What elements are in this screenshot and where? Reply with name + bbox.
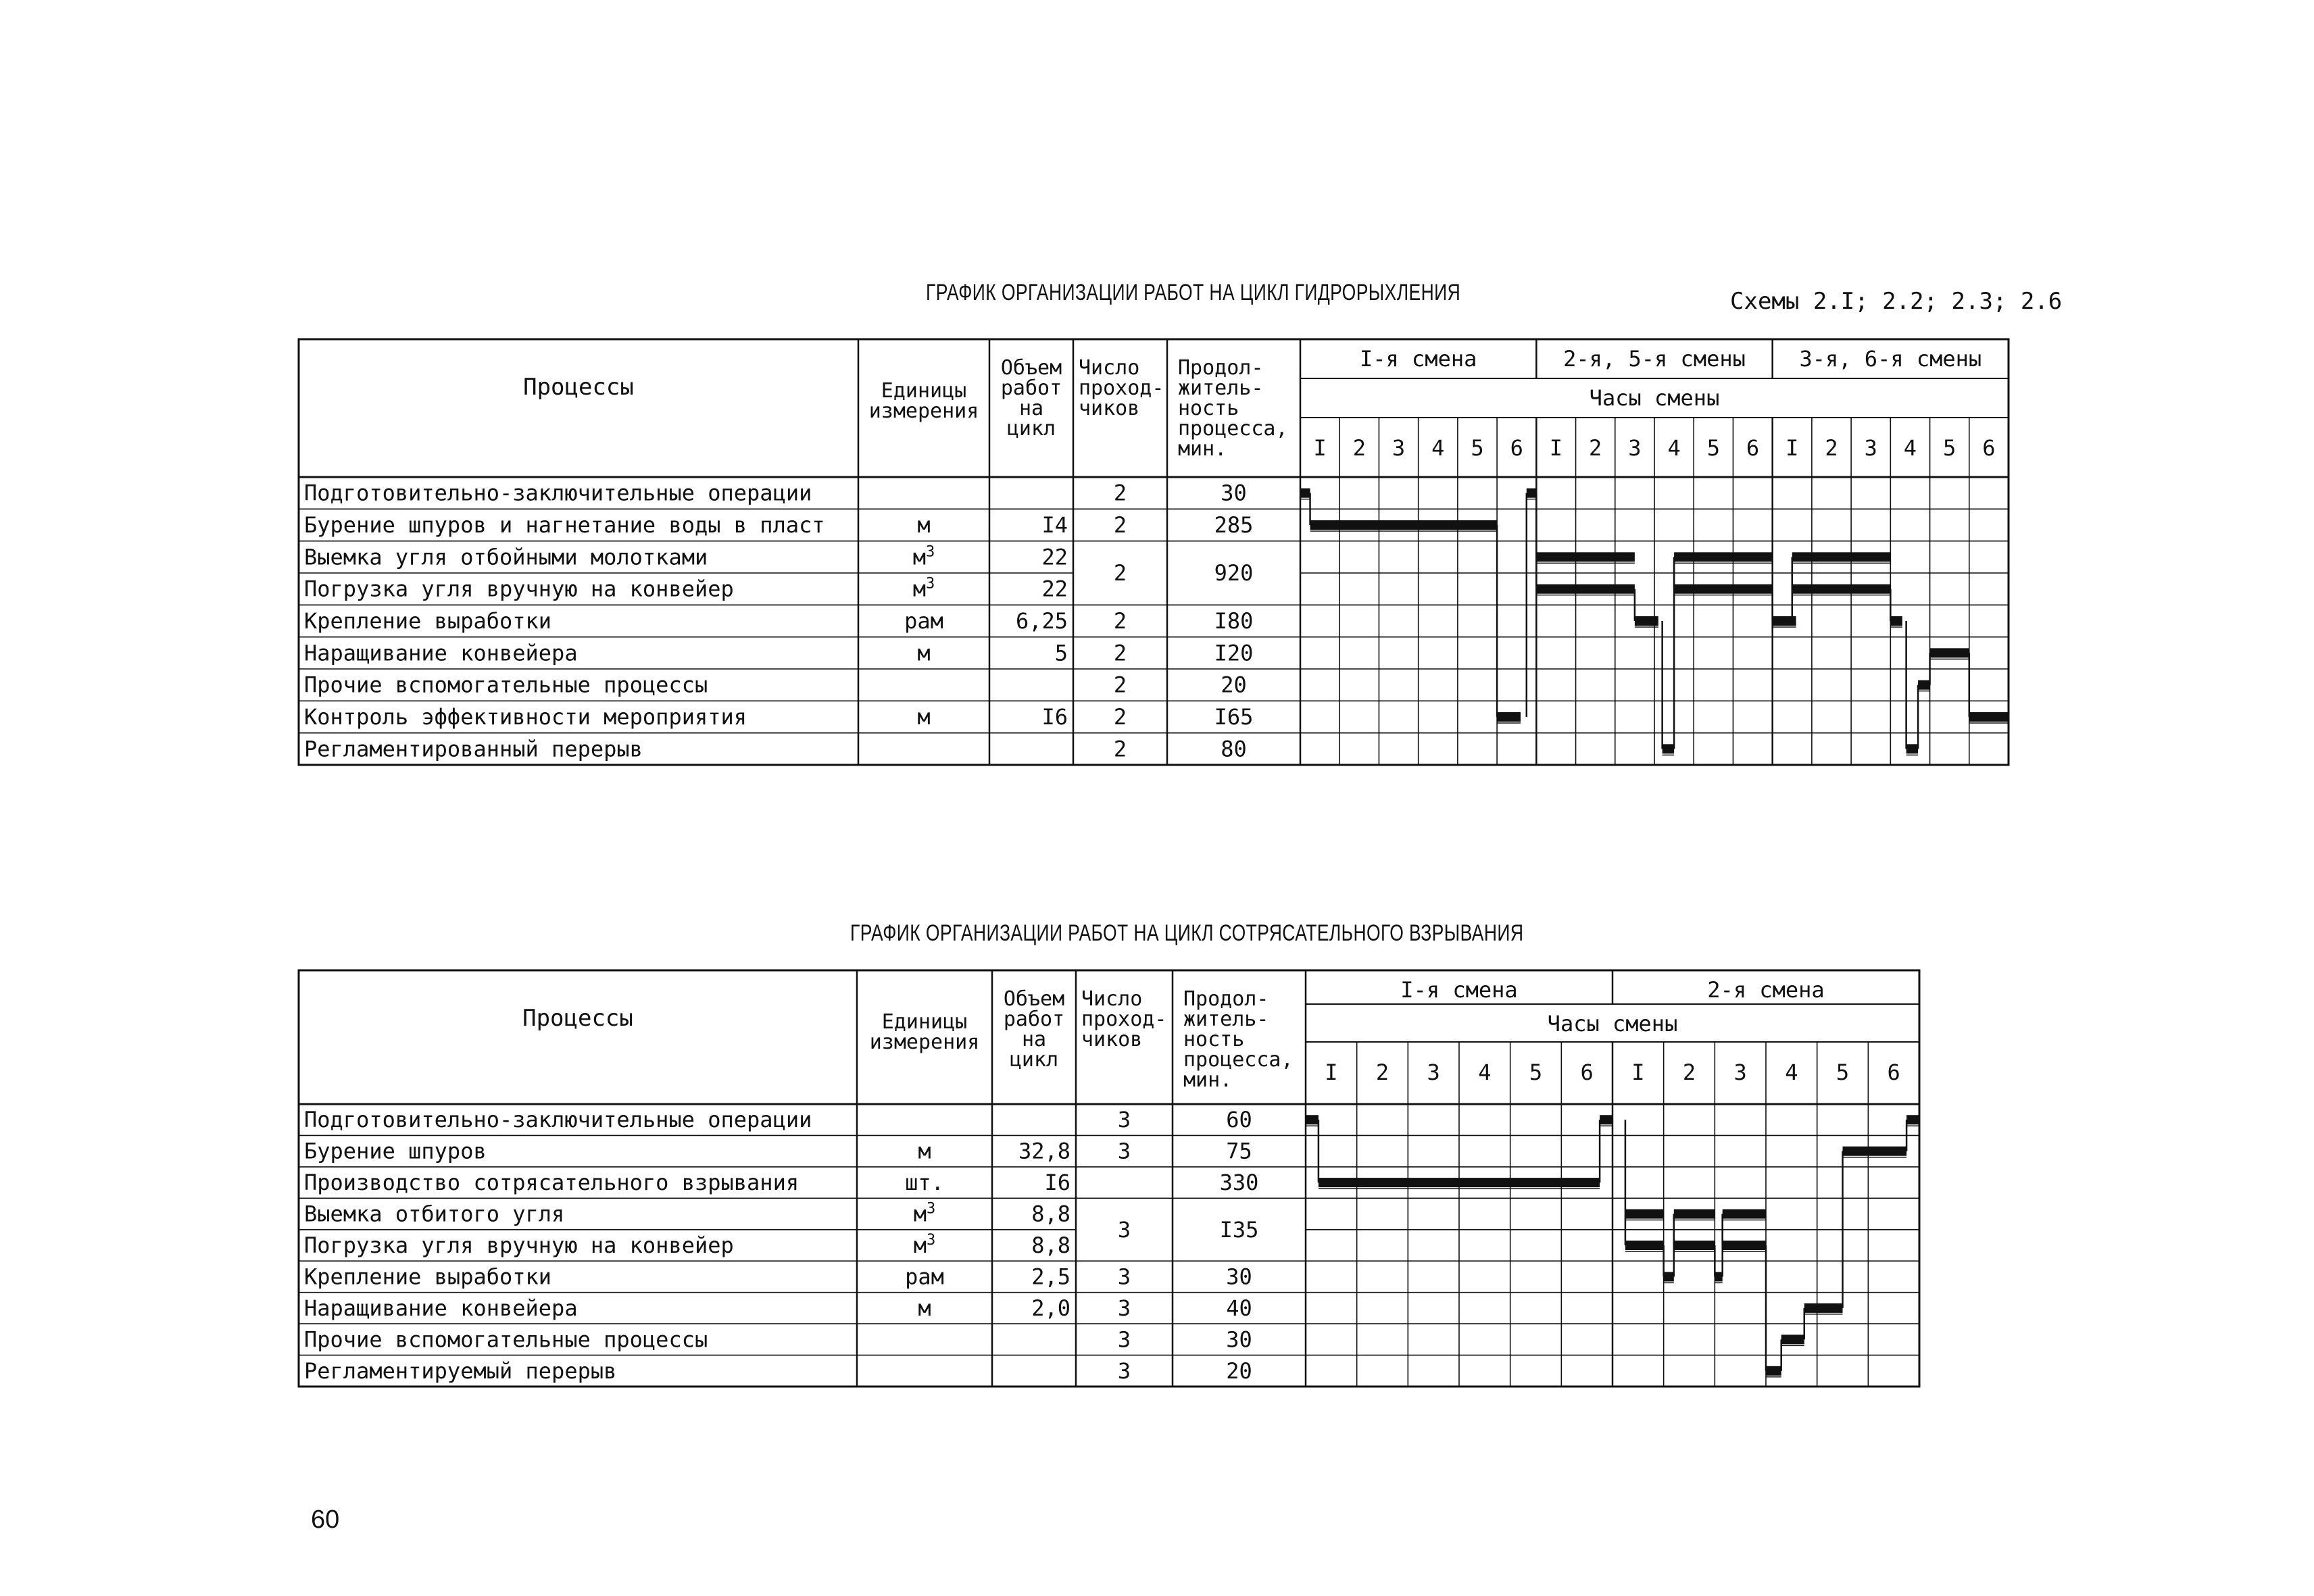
unit-value: м bbox=[917, 512, 931, 538]
hour-label: 4 bbox=[1903, 435, 1917, 461]
header-workers: проход- bbox=[1081, 1007, 1167, 1031]
hour-label: 4 bbox=[1431, 435, 1445, 461]
header-duration: житель- bbox=[1183, 1007, 1269, 1031]
volume-value: 32,8 bbox=[1018, 1138, 1070, 1164]
hour-label: 6 bbox=[1746, 435, 1760, 461]
duration-value: 40 bbox=[1226, 1295, 1252, 1321]
header-workers: чиков bbox=[1081, 1028, 1143, 1051]
header-duration: мин. bbox=[1178, 437, 1227, 461]
process-name: Крепление выработки bbox=[304, 1264, 552, 1290]
shift-label: I-я смена bbox=[1400, 977, 1518, 1003]
workers-value: 2 bbox=[1113, 672, 1127, 698]
unit-value: м bbox=[918, 1295, 931, 1321]
duration-value: 30 bbox=[1226, 1264, 1252, 1290]
volume-value: 22 bbox=[1041, 576, 1068, 602]
gantt-bar bbox=[1906, 1115, 1919, 1124]
merged-duration-value: 920 bbox=[1214, 560, 1254, 586]
gantt-bar bbox=[1804, 1303, 1843, 1313]
gantt-bar bbox=[1625, 1210, 1664, 1219]
process-name: Подготовительно-заключительные операции bbox=[304, 1107, 812, 1133]
table2-title: ГРАФИК ОРГАНИЗАЦИИ РАБОТ НА ЦИКЛ СОТРЯСАТЕЛЬНОГО ВЗРЫВАНИЯ bbox=[850, 920, 1524, 946]
header-process: Процессы bbox=[522, 1005, 633, 1032]
merged-workers-value: 2 bbox=[1113, 560, 1127, 586]
gantt-bar bbox=[1843, 1147, 1907, 1156]
process-name: Наращивание конвейера bbox=[304, 1295, 578, 1321]
process-name: Регламентированный перерыв bbox=[304, 736, 643, 762]
header-workers: Число bbox=[1079, 356, 1140, 380]
volume-value: I6 bbox=[1044, 1170, 1070, 1196]
unit-value: м bbox=[917, 704, 931, 730]
gantt-bar bbox=[1715, 1272, 1722, 1281]
header-process: Процессы bbox=[523, 374, 634, 401]
header-volume: на bbox=[1018, 397, 1044, 420]
header-unit: измерения bbox=[869, 1030, 980, 1054]
merged-duration-value: I35 bbox=[1219, 1216, 1259, 1243]
duration-value: I20 bbox=[1214, 640, 1254, 666]
hour-label: I bbox=[1313, 435, 1327, 461]
gantt-bar bbox=[1306, 1115, 1319, 1124]
hour-label: 4 bbox=[1667, 435, 1681, 461]
workers-value: 2 bbox=[1113, 640, 1127, 666]
process-name: Контроль эффективности мероприятия bbox=[304, 704, 747, 730]
process-name: Подготовительно-заключительные операции bbox=[304, 480, 812, 506]
hour-label: 4 bbox=[1785, 1059, 1798, 1085]
header-unit: измерения bbox=[868, 399, 979, 423]
gantt-bar bbox=[1674, 1241, 1715, 1250]
hour-label: 6 bbox=[1887, 1059, 1900, 1085]
page-number: 60 bbox=[311, 1505, 340, 1534]
gantt-bar bbox=[1723, 1210, 1766, 1219]
gantt-bar bbox=[1766, 1366, 1781, 1376]
hour-label: 5 bbox=[1529, 1059, 1543, 1085]
process-name: Погрузка угля вручную на конвейер bbox=[304, 1232, 734, 1258]
table1-title: ГРАФИК ОРГАНИЗАЦИИ РАБОТ НА ЦИКЛ ГИДРОРЫХЛЕНИЯ bbox=[926, 280, 1461, 305]
shift-label: 2-я, 5-я смены bbox=[1563, 346, 1746, 372]
process-name: Прочие вспомогательные процессы bbox=[304, 1326, 708, 1353]
duration-value: 80 bbox=[1221, 736, 1247, 762]
duration-value: 20 bbox=[1226, 1357, 1252, 1384]
unit-value: $м^3$ bbox=[913, 1200, 936, 1227]
volume-value: 2,0 bbox=[1031, 1295, 1070, 1321]
shift-label: 2-я смена bbox=[1707, 977, 1825, 1003]
duration-value: 30 bbox=[1226, 1326, 1252, 1353]
hour-label: 2 bbox=[1682, 1059, 1696, 1085]
workers-value: 3 bbox=[1117, 1264, 1131, 1290]
volume-value: 5 bbox=[1054, 640, 1068, 666]
hour-label: 3 bbox=[1628, 435, 1642, 461]
gantt-bar bbox=[1319, 1178, 1600, 1187]
volume-value: 8,8 bbox=[1031, 1201, 1070, 1227]
duration-value: I65 bbox=[1214, 704, 1254, 730]
header-duration: процесса, bbox=[1178, 417, 1288, 441]
header-unit: Единицы bbox=[881, 379, 967, 403]
hour-label: 3 bbox=[1864, 435, 1877, 461]
workers-value: 3 bbox=[1117, 1326, 1131, 1353]
hour-label: 6 bbox=[1982, 435, 1996, 461]
header-volume: работ bbox=[1000, 376, 1062, 400]
hour-label: 2 bbox=[1589, 435, 1602, 461]
hour-label: 6 bbox=[1580, 1059, 1594, 1085]
table1-schemes: Схемы 2.I; 2.2; 2.3; 2.6 bbox=[1730, 288, 2063, 315]
process-name: Производство сотрясательного взрывания bbox=[304, 1170, 799, 1196]
hour-label: I bbox=[1786, 435, 1799, 461]
duration-value: 285 bbox=[1214, 512, 1254, 538]
workers-value: 3 bbox=[1117, 1107, 1131, 1133]
hour-label: 4 bbox=[1478, 1059, 1492, 1085]
header-volume: на bbox=[1021, 1028, 1047, 1051]
volume-value: I6 bbox=[1041, 704, 1068, 730]
workers-value: 3 bbox=[1117, 1357, 1131, 1384]
hour-label: 5 bbox=[1943, 435, 1956, 461]
hour-label: 5 bbox=[1706, 435, 1720, 461]
hour-label: 2 bbox=[1375, 1059, 1389, 1085]
workers-value: 2 bbox=[1113, 480, 1127, 506]
process-name: Бурение шпуров bbox=[304, 1138, 487, 1164]
duration-value: 30 bbox=[1221, 480, 1247, 506]
header-workers: чиков bbox=[1079, 397, 1140, 420]
header-workers: Число bbox=[1081, 987, 1143, 1011]
duration-value: 60 bbox=[1226, 1107, 1252, 1133]
process-name: Бурение шпуров и нагнетание воды в пласт bbox=[304, 512, 825, 538]
unit-value: $м^3$ bbox=[912, 543, 935, 570]
workers-value: 2 bbox=[1113, 704, 1127, 730]
merged-workers-value: 3 bbox=[1117, 1216, 1131, 1243]
header-volume: цикл bbox=[1009, 1048, 1059, 1072]
process-name: Крепление выработки bbox=[304, 608, 552, 634]
header-duration: ность bbox=[1183, 1028, 1245, 1051]
hour-label: 5 bbox=[1471, 435, 1484, 461]
hour-label: 5 bbox=[1836, 1059, 1850, 1085]
unit-value: шт. bbox=[905, 1170, 944, 1196]
workers-value: 2 bbox=[1113, 512, 1127, 538]
hour-label: 2 bbox=[1825, 435, 1838, 461]
hours-caption: Часы смены bbox=[1589, 385, 1720, 411]
volume-value: I4 bbox=[1041, 512, 1068, 538]
unit-value: м bbox=[918, 1138, 931, 1164]
header-unit: Единицы bbox=[881, 1010, 968, 1034]
unit-value: рам bbox=[905, 1264, 944, 1290]
workers-value: 3 bbox=[1117, 1138, 1131, 1164]
volume-value: 8,8 bbox=[1031, 1232, 1070, 1258]
hours-caption: Часы смены bbox=[1547, 1011, 1678, 1037]
header-duration: мин. bbox=[1183, 1068, 1233, 1092]
volume-value: 2,5 bbox=[1031, 1264, 1070, 1290]
process-name: Регламентируемый перерыв bbox=[304, 1357, 617, 1384]
hour-label: 6 bbox=[1510, 435, 1523, 461]
gantt-bar bbox=[1674, 1210, 1715, 1219]
header-duration: житель- bbox=[1178, 376, 1264, 400]
hour-label: 3 bbox=[1392, 435, 1406, 461]
gantt-bar bbox=[1664, 1272, 1674, 1281]
volume-value: 6,25 bbox=[1015, 608, 1068, 634]
unit-value: рам bbox=[904, 608, 943, 634]
duration-value: 330 bbox=[1219, 1170, 1259, 1196]
gantt-bar bbox=[1600, 1115, 1613, 1124]
header-volume: цикл bbox=[1006, 417, 1056, 441]
workers-value: 2 bbox=[1113, 608, 1127, 634]
unit-value: м bbox=[917, 640, 931, 666]
workers-value: 3 bbox=[1117, 1295, 1131, 1321]
duration-value: I80 bbox=[1214, 608, 1254, 634]
header-duration: Продол- bbox=[1183, 987, 1269, 1011]
header-duration: Продол- bbox=[1178, 356, 1264, 380]
process-name: Выемка отбитого угля bbox=[304, 1201, 565, 1227]
hour-label: I bbox=[1631, 1059, 1645, 1085]
workers-value: 2 bbox=[1113, 736, 1127, 762]
process-name: Прочие вспомогательные процессы bbox=[304, 672, 708, 698]
shift-label: I-я смена bbox=[1359, 346, 1477, 372]
shift-label: 3-я, 6-я смены bbox=[1799, 346, 1982, 372]
header-workers: проход- bbox=[1079, 376, 1164, 400]
hour-label: I bbox=[1325, 1059, 1338, 1085]
unit-value: $м^3$ bbox=[913, 1232, 936, 1258]
gantt-bar bbox=[1625, 1241, 1664, 1250]
gantt-bar bbox=[1781, 1335, 1804, 1344]
gantt-bar bbox=[1723, 1241, 1766, 1250]
process-name: Выемка угля отбойными молотками bbox=[304, 544, 708, 570]
unit-value: $м^3$ bbox=[912, 575, 935, 602]
header-volume: Объем bbox=[1003, 987, 1065, 1011]
hour-label: 3 bbox=[1733, 1059, 1747, 1085]
header-duration: процесса, bbox=[1183, 1048, 1294, 1072]
hour-label: I bbox=[1549, 435, 1563, 461]
volume-value: 22 bbox=[1041, 544, 1068, 570]
header-volume: работ bbox=[1003, 1007, 1065, 1031]
header-duration: ность bbox=[1178, 397, 1239, 420]
hour-label: 3 bbox=[1427, 1059, 1440, 1085]
duration-value: 75 bbox=[1226, 1138, 1252, 1164]
duration-value: 20 bbox=[1221, 672, 1247, 698]
process-name: Наращивание конвейера bbox=[304, 640, 578, 666]
header-volume: Объем bbox=[1000, 356, 1062, 380]
process-name: Погрузка угля вручную на конвейер bbox=[304, 576, 734, 602]
hour-label: 2 bbox=[1352, 435, 1366, 461]
